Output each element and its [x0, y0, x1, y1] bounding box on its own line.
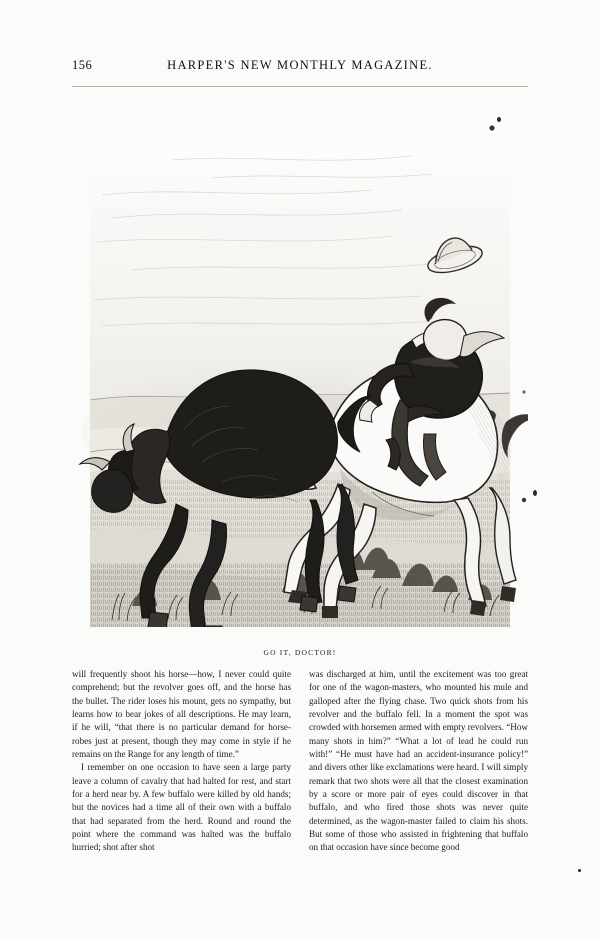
column-left — [72, 668, 291, 908]
body-text — [72, 668, 528, 908]
magazine-title: HARPER'S NEW MONTHLY MAGAZINE. — [167, 58, 433, 72]
running-head — [72, 58, 528, 74]
engraving-artwork — [72, 100, 528, 627]
illustration-caption: GO IT, DOCTOR! — [263, 648, 337, 657]
illustration-buffalo-hunt — [72, 100, 528, 627]
paragraph: I remember on one occasion to have seen a large party leave a column of cavalry that had halted for rest, and start for a herd near by. A few buffalo were killed by old hands; but the novices had a time all of their own with a buffalo that had separated from the herd. Round and round the point where the command was halted was the buffalo hurried; shot after shot — [72, 762, 291, 853]
header-divider — [72, 86, 528, 87]
ink-speck — [578, 869, 581, 872]
paragraph: will frequently shoot his horse—how, I never could quite comprehend; but the revolver goes off, and the horse has the bullet. The rider loses his mount, gets no sympathy, but learns how to bear jokes of all descriptions. He may learn, if he will, “that there is no particular demand for horse-robes just at present, though they may come in style if he remains on the Range for any length of time.” — [72, 669, 291, 760]
column-right — [309, 668, 528, 908]
paragraph: was discharged at him, until the excitement was too great for one of the wagon-masters, who mounted his mule and galloped after the flying chase. Two quick shots from his revolver and the buffalo fell. In a moment the spot was crowded with horsemen armed with empty revolvers. “How many shots in him?” “What a lot of lead he could run with!” “He must have had an accident-insurance policy!” and divers other like exclamations were heard. I will simply remark that two shots were all that the closest examination by a score or more pair of eyes could discover in that buffalo, and who fired those shots was never quite determined, as the wagon-master failed to claim his shots. But some of those who assisted in frightening that buffalo on that occasion have since become good — [309, 669, 528, 853]
ink-speck — [533, 490, 537, 496]
page-number: 156 — [72, 58, 93, 72]
ink-speck — [497, 117, 501, 122]
